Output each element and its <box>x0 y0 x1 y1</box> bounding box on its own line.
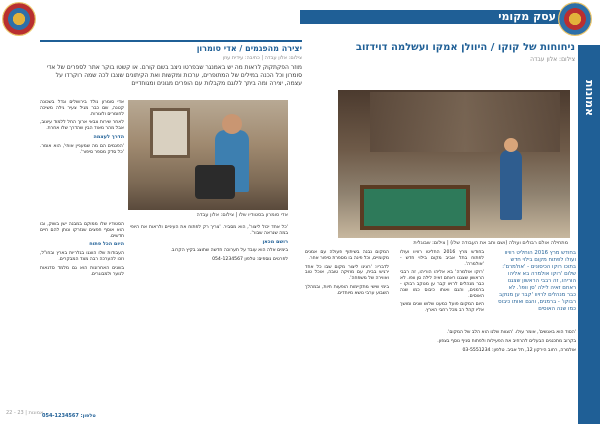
article1-intro: בחודש מרץ 2016 הוחליט רוויוו ועולו לפתוח מקום בילוי חדש בתוכו רוקו הכיסונים - 'אולמרם': שלום 'רוקו אולמרה בא אליהו הוריהו, זה רבבי הראשון שצגנו ראחם זאיה לילה 'סן וופו'. לא כבר מנהלים לרויוו 'קבר ען מנוקב רבוקו' - ברמנים, והגם ואותו כיבוס כמו שנה האוסים <box>498 250 576 312</box>
paragraph: המקום נבנה בשיתוף פעולה עם אמנים מקומיים, וכל פינה בו מספרת סיפור אחר. <box>305 250 389 261</box>
article1-byline: צילום: אלון עבדה <box>530 56 575 63</box>
paragraph: בימי שישי מתקיימות הופעות חיות, ובמהלך השבוע ערבי נושא מיוחדים. <box>305 284 389 296</box>
paragraph: אולמרה, רחוב הירקון 12, תל אביב. טלפון: 03-5551234 <box>462 347 576 353</box>
side-label: אמונות <box>583 79 596 117</box>
article1-column <box>305 250 389 300</box>
paragraph: היום המקום פועל כמעט שלוש שנים ומושך אליו קהל רב מכל רחבי הארץ. <box>400 302 484 314</box>
article2-column <box>130 225 288 266</box>
paragraph: 'הסוד הוא באנשים', אומר עולו. 'הצוות שלנו הוא הלב של המקום'. <box>446 330 576 335</box>
subhead: רושם מכאן <box>262 238 288 245</box>
section-title: עסק מקומי <box>498 10 556 23</box>
article1-column <box>400 250 484 317</box>
article2-column <box>40 100 124 158</box>
artwork-object <box>195 165 235 199</box>
paragraph: הסטודיו שלו ממוקם במבנה ישן בשוק, ובו הוא אוסף חפצים שנזרקו ונותן להם חיים חדשים. <box>40 222 124 239</box>
decorative-emblem-icon <box>558 2 592 36</box>
article1-column <box>400 330 576 356</box>
footer-phone: 054-1234567 :טלפון <box>42 413 96 419</box>
paragraph: 'הפגמים הם מה שמעניין אותי', הוא אומר. 'כל סדק מספר סיפור'. <box>40 143 124 155</box>
person-head <box>504 138 518 152</box>
subhead: הדרך לעצמה <box>93 133 124 140</box>
subhead: היום הכל פתוח <box>89 241 124 248</box>
paragraph: בחודש מרץ 2016 החליטו רוויוו ועולו לפתוח בתל אביב מקום בילוי חדש - 'אולמרה'. <box>400 250 484 267</box>
article2-credit: צילום: אלון עבדה | כתיבה: עידית עוזן <box>222 55 302 61</box>
article1-headline: ניחוחות של קוקו / היוולן אמקו ועשלמה דוידזוב <box>355 42 575 53</box>
person-figure <box>500 150 522 220</box>
article2-column <box>40 222 124 280</box>
paragraph: 'כל אחד יכול ליצור', הוא מסביר. 'צריך רק לפתוח את העיניים ולראות את היופי במה שנראה שבור'. <box>130 225 288 236</box>
photo-wall <box>370 92 560 152</box>
article2-title: יצירה מהפגמים / אדי סומרון <box>196 44 302 53</box>
footer-page-number: 22 - 23 | אמונות <box>6 410 44 416</box>
paragraph: לפרטים נוספים: טלפון 054-1234567 <box>212 257 288 263</box>
paragraph: העבודות שלו הוצגו בגלריות בארץ ובחו"ל, וזכו להערכה רבה מצד המבקרים. <box>40 251 124 262</box>
paragraph: אדי סומרון נולד בירושלים וגדל בשכונה קטנה, שם כבר מגיל צעיר גילה משיכה לחומרים ולצורות. <box>40 100 124 117</box>
paragraph: לדבריו: 'רצינו ליצור מקום שבו כל אחד ירגיש בבית, עם מוזיקה טובה, אוכל טוב ואווירה של משפחה'. <box>305 264 389 282</box>
article1-photo-caption: מתחילה אולם רבולים ועולה (ושם ותב את העבודה שלו) | צילום: שבוגלית <box>413 240 568 246</box>
paragraph: לאחר שירות צבאי ארוך החל ללמוד עיצוב, אבל מהר מאוד הבין שהדרך שלו אחרת. <box>40 120 124 132</box>
paragraph: בימים אלה הוא עובד על תערוכה חדשה שתוצג בקיץ הקרוב. <box>170 248 288 254</box>
paragraph: בקרוב מתכננים הבעלים להרחיב את הפעילות ולפתוח סניף נוסף בצפון. <box>437 338 576 344</box>
paragraph: בשנים האחרונות הוא גם מלמד סדנאות לנוער ולמבוגרים. <box>40 265 124 277</box>
photo-window <box>150 108 190 158</box>
pool-table <box>360 185 470 230</box>
article2-quote: מוזר הפקתקוק לראות מה יש באמנגר שבפרטו ניצב בשם קורם. או קשטו בוקר אתר לספרים של אדי סומרון וכל הכנה במילים של המתופרים, ערכות ומקשות ואת הקיתונים שצבו לכה שמה רוקרדו על עצמה, יצירה ומה ביתך ללוגם מקבלות עם הופרים מגונים ומגוחדיים <box>46 64 302 87</box>
decorative-emblem-icon <box>2 2 36 36</box>
artist-head <box>222 114 242 134</box>
article2-photo-caption: אדי סומרון בסטודיו שלו | צילום: אלון עבדה <box>196 212 288 218</box>
paragraph: 'רוקו אולמרה' בא אליהו הוריהו, זה רבבי הראשון שצגנו ראחם זאיה לילה סן וופו. לא כבר מנהלים לרויוו קבר ען מנוקב רבוקו - ברמנים, והגם ואותו כיבוס כמו שנה האוסים. <box>400 270 484 299</box>
